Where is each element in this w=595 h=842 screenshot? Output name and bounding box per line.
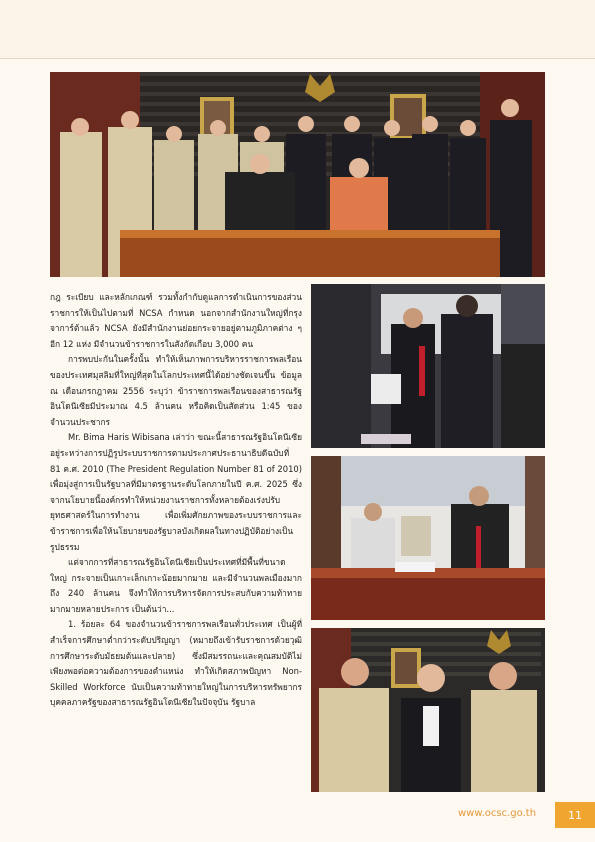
article-paragraph: กฎ ระเบียบ และหลักเกณฑ์ รวมทั้งกำกับดูแลการดำเนินการของส่วนราชการให้เป็นไปตามที่ NCSA กำหนด นอกจากสำนักงานใหญ่ที่กรุงจาการ์ต้าแล้ว NCSA ยังมีสำนักงานย่อยกระจายอยู่ตามภูมิภาคต่าง ๆ อีก 12 แห่ง มีจำนวนข้าราชการในสังกัดเกือบ 3,000 คน <box>50 292 302 349</box>
page-header-band <box>0 0 595 59</box>
article-paragraph: การพบปะกันในครั้งนั้น ทำให้เห็นภาพการบริหารราชการพลเรือนของประเทศมุสลิมที่ใหญ่ที่สุดในโลกประเทศนี้ได้อย่างชัดเจนขึ้น ข้อมูล ณ เดือนกรกฎาคม 2556 ระบุว่า ข้าราชการพลเรือนของสาธารณรัฐอินโดนีเซียมีประมาณ 4.5 ล้านคน หรือคิดเป็นสัดส่วน 1:45 ของจำนวนประชากร <box>50 354 302 427</box>
handshake-photo <box>311 284 545 448</box>
page-number: 11 <box>555 802 595 828</box>
article-body <box>50 290 302 711</box>
group-photo <box>50 72 545 277</box>
article-paragraph: 1. ร้อยละ 64 ของจำนวนข้าราชการพลเรือนทั่วประเทศ เป็นผู้ที่สำเร็จการศึกษาต่ำกว่าระดับปริญญา (หมายถึงเข้ารับราชการด้วยวุฒิการศึกษาระดับมัธยมต้นและปลาย) ซึ่งมีสมรรถนะและคุณสมบัติไม่เพียงพอต่อความต้องการของตำแหน่ง ทำให้เกิดสภาพปัญหา Non-Skilled Workforce นับเป็นความท้าทายใหญ่ในการบริหารทรัพยากรบุคคลภาครัฐของสาธารณรัฐอินโดนีเซียในปัจจุบัน รัฐบาล <box>50 619 302 708</box>
three-people-photo <box>311 628 545 792</box>
footer-url-link[interactable]: www.ocsc.go.th <box>458 808 537 819</box>
article-paragraph: Mr. Bima Haris Wibisana เล่าว่า ขณะนี้สาธารณรัฐอินโดนีเซียอยู่ระหว่างการปฏิรูประบบราชการตามประกาศประธานาธิบดีฉบับที่ 81 ค.ศ. 2010 (The President Regulation Number 81 of 2010) เพื่อมุ่งสู่การเป็นรัฐบาลที่มีมาตรฐานระดับโลกภายในปี ค.ศ. 2025 ซึ่งจากนโยบายนี้องค์กรทำให้หน่วยงานราชการทั้งหลายต้องเร่งปรับยุทธศาสตร์ในการทำงาน เพื่อเพิ่มศักยภาพของระบบราชการและข้าราชการเพื่อให้นโยบายของรัฐบาลบังเกิดผลในทางปฏิบัติอย่างเป็นรูปธรรม <box>50 432 302 552</box>
article-paragraph: แต่จากการที่สาธารณรัฐอินโดนีเซียเป็นประเทศที่มีพื้นที่ขนาดใหญ่ กระจายเป็นเกาะเล็กเกาะน้อยมากมาย และมีจำนวนพลเมืองมากถึง 240 ล้านคน จึงทำให้การบริหารจัดการประสบกับความท้าทายมากมายหลายประการ เป็นต้นว่า... <box>50 557 302 614</box>
meeting-table-photo <box>311 456 545 620</box>
